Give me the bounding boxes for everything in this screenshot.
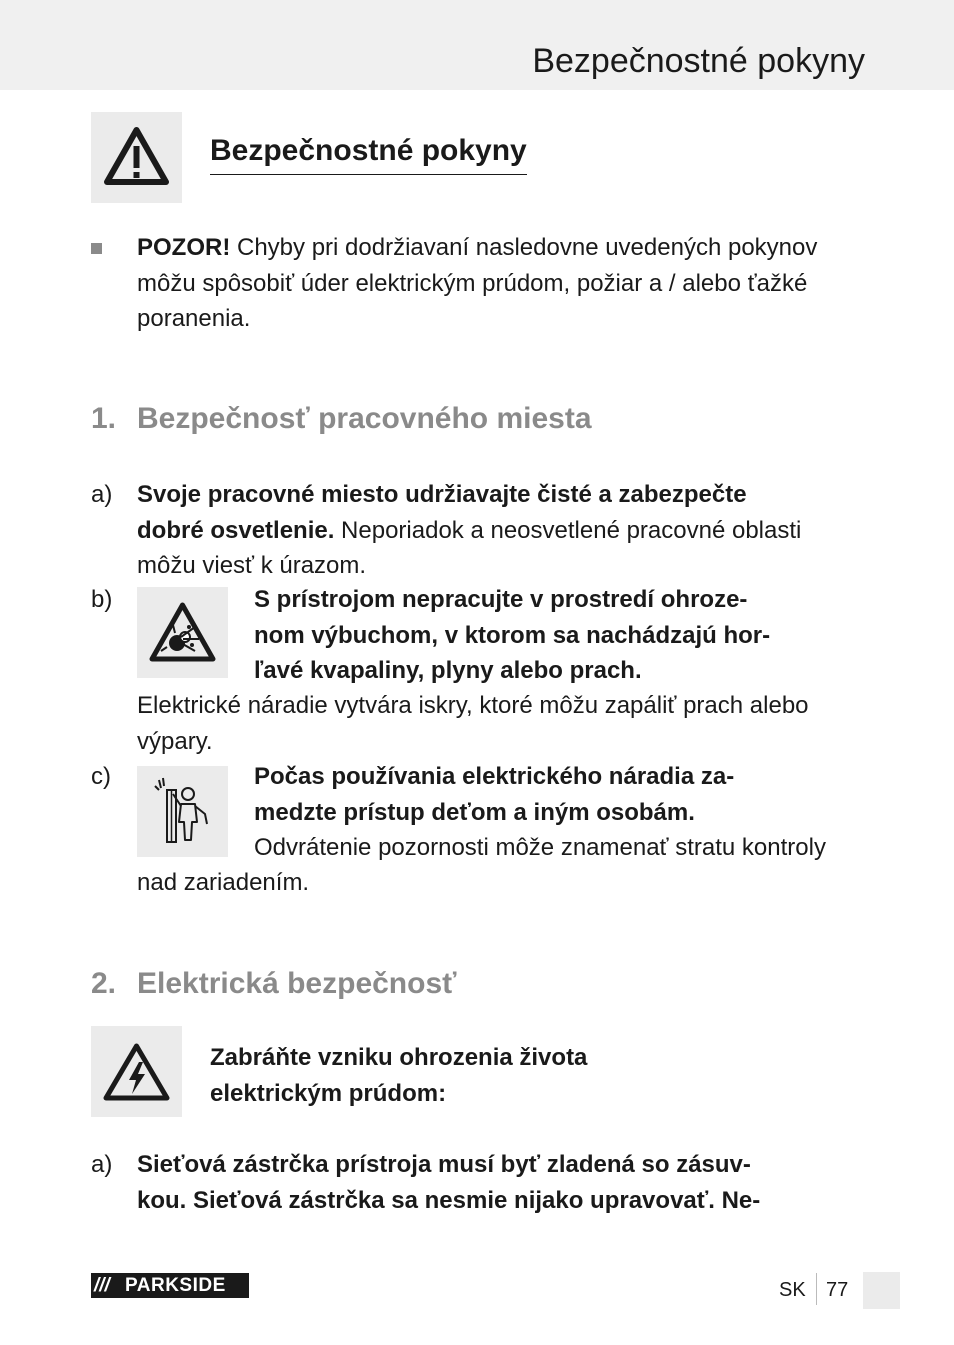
section1-number: 1. [91, 402, 117, 435]
item-1c-text-1: Odvrátenie pozornosti môže znamenať stratu kontroly [254, 834, 826, 861]
page-separator [816, 1273, 817, 1305]
section1-title: Bezpečnosť pracovného miesta [137, 402, 592, 435]
page-corner-box [863, 1272, 900, 1309]
item-1b-bold-3: ľavé kvapaliny, plyny alebo prach. [254, 657, 642, 684]
warning-text-1: Chyby pri dodržiavaní nasledovne uvedených pokynov [230, 234, 818, 261]
item-1a-bold-2: dobré osvetlenie. [137, 516, 335, 544]
item-1c-text-2: nad zariadením. [137, 869, 310, 896]
section2-number: 2. [91, 967, 117, 1000]
item-1a-text-3: môžu viesť k úrazom. [137, 552, 367, 579]
item-1b-bold-1: S prístrojom nepracujte v prostredí ohroze- [254, 586, 748, 613]
warning-triangle-icon [91, 112, 182, 203]
warning-text-2: môžu spôsobiť úder elektrickým prúdom, požiar a / alebo ťažké [137, 269, 808, 297]
section2-title: Elektrická bezpečnosť [137, 967, 457, 1000]
warning-label: POZOR! [137, 234, 231, 261]
item-1b-text [137, 688, 897, 759]
page-language: SK [779, 1279, 806, 1301]
item-1b-bold-2: nom výbuchom, v ktorom sa nachádzajú hor- [254, 621, 771, 649]
item-2a-bold-1: Sieťová zástrčka prístroja musí byť zladená so zásuv- [137, 1151, 751, 1178]
electric-notice-2: elektrickým prúdom: [210, 1079, 447, 1107]
item-1c-label: c) [91, 763, 111, 790]
electric-shock-icon [91, 1026, 182, 1117]
page-number: 77 [826, 1279, 849, 1301]
item-1b-text-1: Elektrické náradie vytvára iskry, ktoré môžu zapáliť prach alebo [137, 692, 809, 719]
electric-notice [210, 1040, 850, 1111]
logo-stripes: /// [94, 1275, 110, 1296]
warning-text-3: poranenia. [137, 305, 251, 332]
explosion-hazard-icon [137, 587, 228, 678]
item-1c-bold-2: medzte prístup deťom a iným osobám. [254, 798, 695, 826]
item-1c-bold-1: Počas používania elektrického náradia za- [254, 763, 735, 790]
header-title: Bezpečnostné pokyny [532, 42, 865, 80]
item-1a-text [137, 477, 877, 584]
item-1a-bold-1: Svoje pracovné miesto udržiavajte čisté a zabezpečte [137, 481, 747, 508]
keep-children-away-icon [137, 766, 228, 857]
explosion-icon-box [137, 587, 228, 678]
item-1c-bold [254, 759, 894, 830]
item-1a-text-2: Neporiadok a neosvetlené pracovné oblasti [334, 516, 802, 544]
electric-icon-box [91, 1026, 182, 1117]
electric-notice-1: Zabráňte vzniku ohrozenia života [210, 1044, 588, 1071]
parkside-logo [91, 1273, 249, 1298]
item-2a-text [137, 1147, 897, 1218]
item-1b-bold [254, 582, 894, 689]
logo-brand: PARKSIDE [125, 1275, 226, 1296]
child-icon-box [137, 766, 228, 857]
item-1b-text-2: výpary. [137, 727, 213, 755]
item-1a-label: a) [91, 481, 113, 508]
warning-icon-box [91, 112, 182, 203]
item-1b-label: b) [91, 586, 113, 613]
bullet-square [91, 243, 102, 254]
warning-paragraph [137, 230, 877, 337]
main-heading: Bezpečnostné pokyny [210, 134, 527, 175]
item-2a-bold-2: kou. Sieťová zástrčka sa nesmie nijako upravovať. Ne- [137, 1186, 761, 1214]
item-2a-label: a) [91, 1151, 113, 1178]
